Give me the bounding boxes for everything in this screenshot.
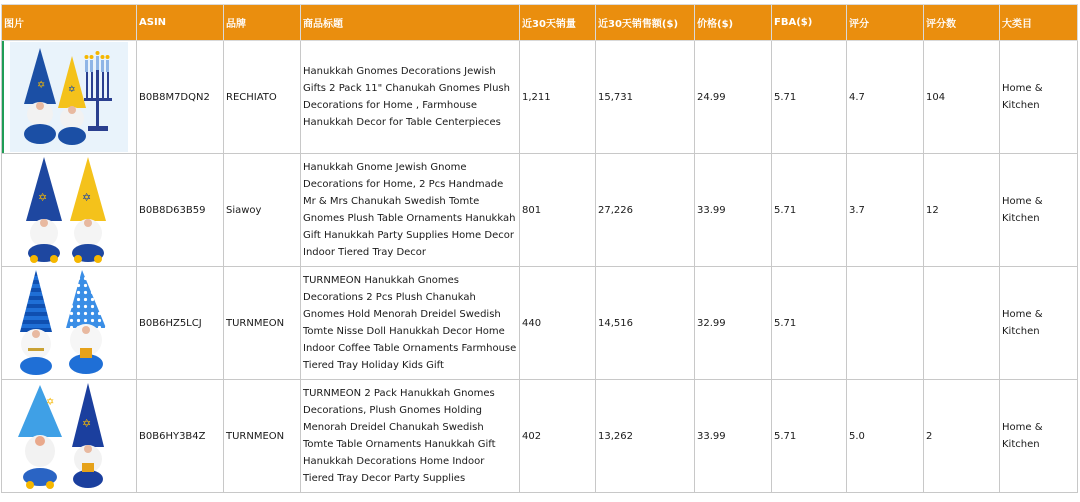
brand-cell[interactable]: TURNMEON — [224, 380, 301, 493]
header-sales[interactable]: 近30天销量 — [520, 5, 596, 41]
rating-cell[interactable] — [847, 267, 924, 380]
gnome-pair-striped-dotted-icon — [12, 268, 122, 378]
title-cell[interactable]: Hanukkah Gnome Jewish Gnome Decorations for Home, 2 Pcs Handmade Mr & Mrs Chanukah Swedish Tomte Gnomes Plush Table Ornaments Hanukkah Gift Hanukkah Party Supplies Home Decor Indoor Tiered Tray Decor — [301, 154, 520, 267]
svg-text:✡: ✡ — [37, 80, 46, 91]
svg-text:✡: ✡ — [38, 191, 48, 204]
table-row[interactable] — [2, 41, 1078, 154]
rating-count-cell[interactable]: 2 — [924, 380, 1000, 493]
asin-cell[interactable]: B0B8M7DQN2 — [137, 41, 224, 154]
category-cell[interactable]: Home & Kitchen — [1000, 267, 1078, 380]
category-cell[interactable]: Home & Kitchen — [1000, 41, 1078, 154]
product-image-cell[interactable] — [2, 267, 137, 380]
category-cell[interactable]: Home & Kitchen — [1000, 380, 1078, 493]
product-image-cell[interactable] — [2, 380, 137, 493]
header-title[interactable]: 商品标题 — [301, 5, 520, 41]
price-cell[interactable]: 24.99 — [695, 41, 772, 154]
price-cell[interactable]: 33.99 — [695, 380, 772, 493]
rating-count-cell[interactable]: 104 — [924, 41, 1000, 154]
gnome-pair-menorah-icon — [10, 42, 128, 152]
svg-text:✡: ✡ — [82, 417, 92, 430]
price-cell[interactable]: 32.99 — [695, 267, 772, 380]
header-brand[interactable]: 品牌 — [224, 5, 301, 41]
svg-text:✡: ✡ — [46, 397, 55, 408]
header-revenue[interactable]: 近30天销售额($) — [596, 5, 695, 41]
category-cell[interactable]: Home & Kitchen — [1000, 154, 1078, 267]
gnome-pair-light-dark-blue-icon — [10, 381, 120, 491]
product-image-cell[interactable] — [2, 41, 137, 154]
price-cell[interactable]: 33.99 — [695, 154, 772, 267]
title-cell[interactable]: TURNMEON Hanukkah Gnomes Decorations 2 Pcs Plush Chanukah Gnomes Hold Menorah Dreidel Swedish Tomte Nisse Doll Hanukkah Decor Home Indoor Coffee Table Ornaments Farmhouse Tiered Tray Holiday Kids Gift — [301, 267, 520, 380]
rating-cell[interactable]: 3.7 — [847, 154, 924, 267]
brand-cell[interactable]: TURNMEON — [224, 267, 301, 380]
product-image-cell[interactable] — [2, 154, 137, 267]
table-row[interactable] — [2, 154, 1078, 267]
svg-text:✡: ✡ — [68, 85, 76, 95]
rating-cell[interactable]: 4.7 — [847, 41, 924, 154]
header-fba[interactable]: FBA($) — [772, 5, 847, 41]
header-row — [2, 5, 1078, 41]
title-cell[interactable]: Hanukkah Gnomes Decorations Jewish Gifts 2 Pack 11" Chanukah Gnomes Plush Decorations for Home , Farmhouse Hanukkah Decor for Table Centerpieces — [301, 41, 520, 154]
sales-cell[interactable]: 402 — [520, 380, 596, 493]
revenue-cell[interactable]: 27,226 — [596, 154, 695, 267]
header-asin[interactable]: ASIN — [137, 5, 224, 41]
selection-edge — [2, 41, 4, 153]
table-row[interactable] — [2, 380, 1078, 493]
brand-cell[interactable]: RECHIATO — [224, 41, 301, 154]
asin-cell[interactable]: B0B6HY3B4Z — [137, 380, 224, 493]
header-image[interactable]: 图片 — [2, 5, 137, 41]
rating-cell[interactable]: 5.0 — [847, 380, 924, 493]
gnome-pair-blue-yellow-icon — [16, 155, 116, 265]
rating-count-cell[interactable] — [924, 267, 1000, 380]
header-price[interactable]: 价格($) — [695, 5, 772, 41]
rating-count-cell[interactable]: 12 — [924, 154, 1000, 267]
sales-cell[interactable]: 1,211 — [520, 41, 596, 154]
fba-cell[interactable]: 5.71 — [772, 41, 847, 154]
header-category[interactable]: 大类目 — [1000, 5, 1078, 41]
revenue-cell[interactable]: 15,731 — [596, 41, 695, 154]
revenue-cell[interactable]: 14,516 — [596, 267, 695, 380]
fba-cell[interactable]: 5.71 — [772, 154, 847, 267]
brand-cell[interactable]: Siawoy — [224, 154, 301, 267]
svg-text:✡: ✡ — [82, 191, 92, 204]
product-table — [1, 4, 1078, 493]
fba-cell[interactable]: 5.71 — [772, 380, 847, 493]
header-rating[interactable]: 评分 — [847, 5, 924, 41]
sales-cell[interactable]: 440 — [520, 267, 596, 380]
header-rating-count[interactable]: 评分数 — [924, 5, 1000, 41]
fba-cell[interactable]: 5.71 — [772, 267, 847, 380]
sales-cell[interactable]: 801 — [520, 154, 596, 267]
revenue-cell[interactable]: 13,262 — [596, 380, 695, 493]
title-cell[interactable]: TURNMEON 2 Pack Hanukkah Gnomes Decorations, Plush Gnomes Holding Menorah Dreidel Chanukah Swedish Tomte Table Ornaments Hanukkah Gift Hanukkah Decorations Home Indoor Tiered Tray Decor Party Supplies — [301, 380, 520, 493]
asin-cell[interactable]: B0B6HZ5LCJ — [137, 267, 224, 380]
asin-cell[interactable]: B0B8D63B59 — [137, 154, 224, 267]
table-row[interactable] — [2, 267, 1078, 380]
